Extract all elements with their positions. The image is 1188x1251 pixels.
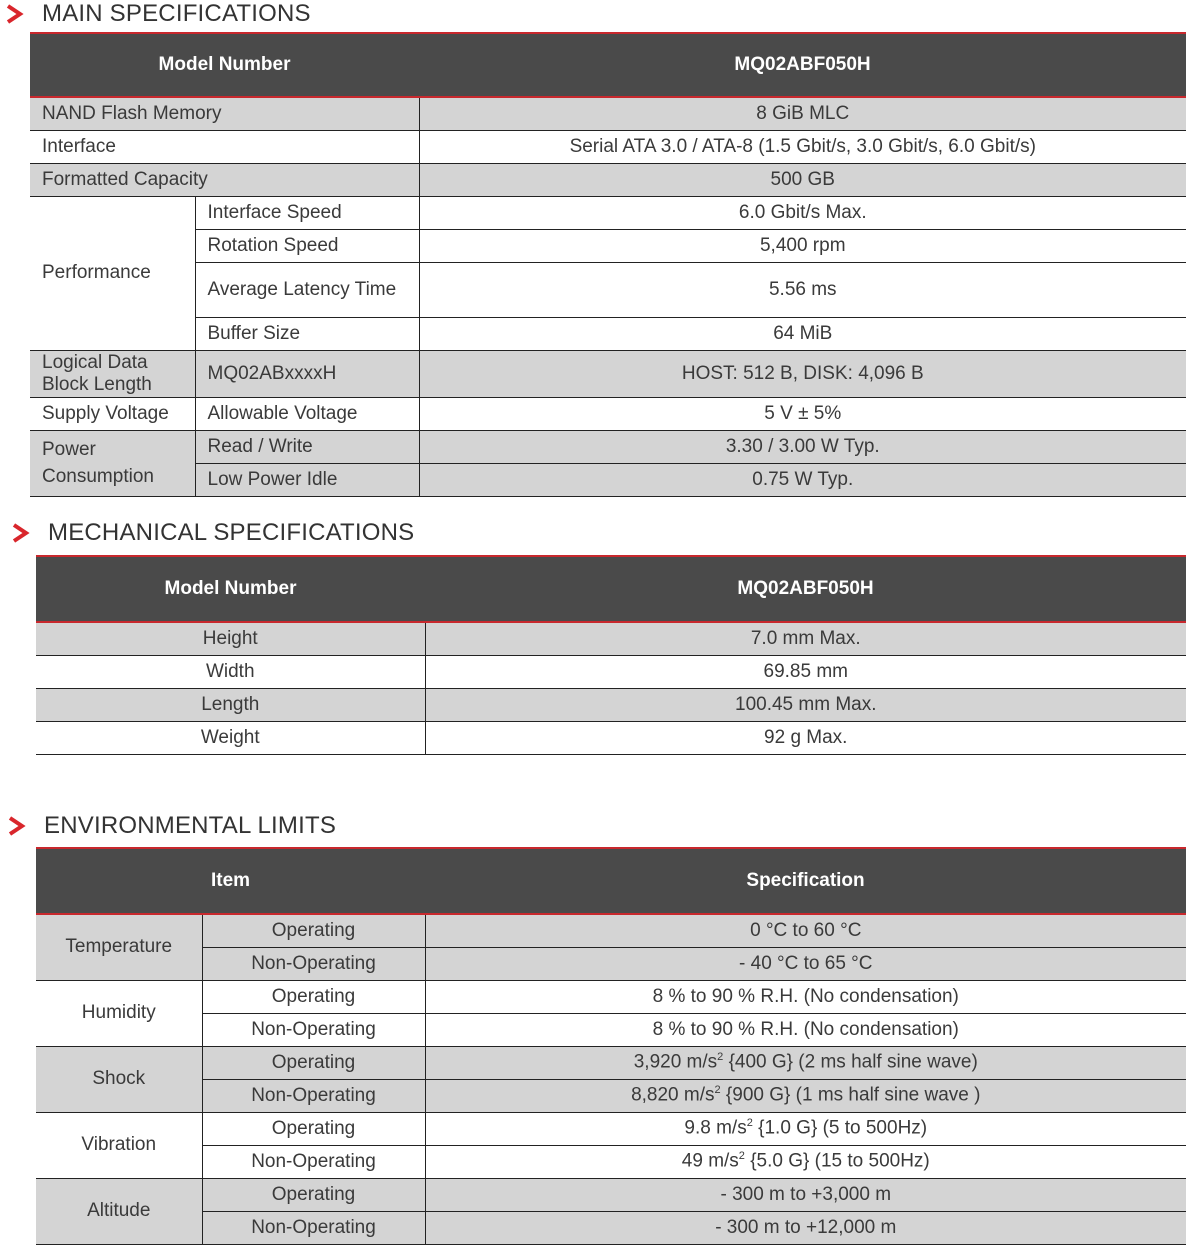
env-shock-op-num: 3,920: [633, 1051, 682, 1073]
env-unit: m/s: [683, 1084, 715, 1106]
section-title-main: [4, 0, 311, 28]
mech-title: MECHANICAL SPECIFICATIONS: [48, 519, 415, 546]
env-shock-nonop-value: [425, 1079, 1186, 1112]
env-hum-op-value: 8 % to 90 % R.H. (No condensation): [425, 980, 1186, 1013]
env-vib-nonop-rest: {5.0 G} (15 to 500Hz): [750, 1150, 930, 1172]
value-nand: 8 GiB MLC: [419, 97, 1186, 130]
env-hum-nonop-value: 8 % to 90 % R.H. (No condensation): [425, 1013, 1186, 1046]
env-sup: 2: [717, 1051, 724, 1064]
env-label-temperature: Temperature: [36, 914, 202, 980]
label-supply-sub: Allowable Voltage: [195, 397, 419, 430]
value-interface: Serial ATA 3.0 / ATA-8 (1.5 Gbit/s, 3.0 Gbit/s, 6.0 Gbit/s): [419, 130, 1186, 163]
mech-spec-table: [36, 555, 1186, 755]
env-temp-nonop-label: Non-Operating: [202, 947, 425, 980]
env-header-spec: Specification: [425, 848, 1186, 914]
env-label-humidity: Humidity: [36, 980, 202, 1046]
chevron-right-icon: [10, 522, 32, 544]
mech-header-model-value: MQ02ABF050H: [425, 556, 1186, 622]
env-alt-op-label: Operating: [202, 1178, 425, 1211]
label-nand: NAND Flash Memory: [30, 97, 419, 130]
mech-header-model-number: Model Number: [36, 556, 425, 622]
section-title-mech: [10, 519, 414, 547]
label-power: Power Consumption: [30, 430, 195, 496]
label-supply: Supply Voltage: [30, 397, 195, 430]
env-alt-nonop-label: Non-Operating: [202, 1211, 425, 1244]
chevron-right-icon: [6, 815, 28, 837]
label-read-write: Read / Write: [195, 430, 419, 463]
env-shock-nonop-rest: {900 G} (1 ms half sine wave ): [725, 1084, 981, 1106]
env-temp-op-value: 0 °C to 60 °C: [425, 914, 1186, 947]
mech-label-weight: Weight: [36, 721, 425, 754]
env-label-vibration: Vibration: [36, 1112, 202, 1178]
env-temp-nonop-value: - 40 °C to 65 °C: [425, 947, 1186, 980]
env-sup: 2: [738, 1150, 745, 1163]
chevron-right-icon: [4, 3, 26, 25]
mech-value-weight: 92 g Max.: [425, 721, 1186, 754]
value-rotation-speed: 5,400 rpm: [419, 229, 1186, 262]
env-label-altitude: Altitude: [36, 1178, 202, 1244]
label-interface: Interface: [30, 130, 419, 163]
env-shock-nonop-label: Non-Operating: [202, 1079, 425, 1112]
mech-label-length: Length: [36, 688, 425, 721]
env-vib-op-rest: {1.0 G} (5 to 500Hz): [758, 1117, 928, 1139]
env-title: ENVIRONMENTAL LIMITS: [44, 812, 337, 839]
mech-label-width: Width: [36, 655, 425, 688]
label-rotation-speed: Rotation Speed: [195, 229, 419, 262]
label-interface-speed: Interface Speed: [195, 196, 419, 229]
env-header-item: Item: [36, 848, 425, 914]
env-limits-table: [36, 847, 1186, 1245]
value-logical: HOST: 512 B, DISK: 4,096 B: [419, 350, 1186, 397]
value-capacity: 500 GB: [419, 163, 1186, 196]
env-hum-op-label: Operating: [202, 980, 425, 1013]
label-performance: Performance: [30, 196, 195, 350]
env-sup: 2: [714, 1084, 721, 1097]
header-model-value: MQ02ABF050H: [419, 33, 1186, 97]
header-model-number: Model Number: [30, 33, 419, 97]
env-shock-op-value: [425, 1046, 1186, 1079]
env-shock-nonop-num: 8,820: [631, 1084, 679, 1106]
env-alt-op-value: - 300 m to +3,000 m: [425, 1178, 1186, 1211]
value-interface-speed: 6.0 Gbit/s Max.: [419, 196, 1186, 229]
label-latency: Average Latency Time: [195, 262, 419, 317]
value-latency: 5.56 ms: [419, 262, 1186, 317]
env-unit: m/s: [686, 1051, 718, 1073]
label-logical-sub: MQ02ABxxxxH: [195, 350, 419, 397]
mech-value-length: 100.45 mm Max.: [425, 688, 1186, 721]
label-capacity: Formatted Capacity: [30, 163, 419, 196]
env-vib-op-label: Operating: [202, 1112, 425, 1145]
env-unit: m/s: [708, 1150, 739, 1172]
env-shock-op-label: Operating: [202, 1046, 425, 1079]
mech-label-height: Height: [36, 622, 425, 655]
value-read-write: 3.30 / 3.00 W Typ.: [419, 430, 1186, 463]
value-low-power-idle: 0.75 W Typ.: [419, 463, 1186, 496]
env-hum-nonop-label: Non-Operating: [202, 1013, 425, 1046]
env-sup: 2: [746, 1117, 753, 1130]
env-alt-nonop-value: - 300 m to +12,000 m: [425, 1211, 1186, 1244]
mech-value-width: 69.85 mm: [425, 655, 1186, 688]
env-shock-op-rest: {400 G} (2 ms half sine wave): [728, 1051, 978, 1073]
env-label-shock: Shock: [36, 1046, 202, 1112]
env-temp-op-label: Operating: [202, 914, 425, 947]
label-buffer: Buffer Size: [195, 317, 419, 350]
env-unit: m/s: [716, 1117, 747, 1139]
value-supply: 5 V ± 5%: [419, 397, 1186, 430]
value-buffer: 64 MiB: [419, 317, 1186, 350]
env-vib-nonop-num: 49: [681, 1150, 703, 1172]
section-title-env: [6, 812, 336, 840]
main-title: MAIN SPECIFICATIONS: [42, 0, 311, 27]
env-vib-op-num: 9.8: [684, 1117, 711, 1139]
label-logical: Logical Data Block Length: [30, 350, 195, 397]
mech-value-height: 7.0 mm Max.: [425, 622, 1186, 655]
env-vib-nonop-value: [425, 1145, 1186, 1178]
label-low-power-idle: Low Power Idle: [195, 463, 419, 496]
main-spec-table: [30, 32, 1186, 497]
env-vib-op-value: [425, 1112, 1186, 1145]
env-vib-nonop-label: Non-Operating: [202, 1145, 425, 1178]
